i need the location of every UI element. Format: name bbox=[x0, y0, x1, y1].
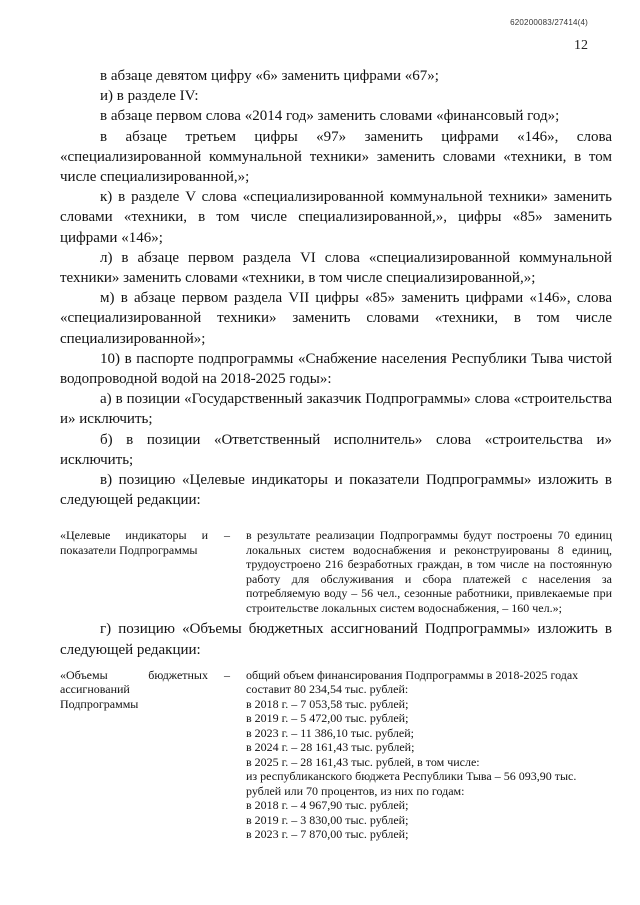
paragraph-11: в) позицию «Целевые индикаторы и показатели Подпрограммы» изложить в следующей редакции: bbox=[60, 472, 612, 509]
table2-dash: – bbox=[224, 667, 230, 682]
table2-left-cell: «Объемы бюджетных ассигнований Подпрограммы bbox=[60, 667, 208, 711]
paragraph-7: м) в абзаце первом раздела VII цифры «85» заменить цифрами «146», слова «специализированной техники» заменить словами «техники, в том числе специализированной»; bbox=[60, 290, 612, 347]
budget-line: в 2023 г. – 7 870,00 тыс. рублей; bbox=[246, 827, 409, 842]
paragraph-10: б) в позиции «Ответственный исполнитель» слова «строительства и» исключить; bbox=[60, 431, 612, 468]
paragraph-9: а) в позиции «Государственный заказчик Подпрограммы» слова «строительства и» исключить; bbox=[60, 391, 612, 428]
paragraph-3: в абзаце первом слова «2014 год» заменить словами «финансовый год»; bbox=[100, 108, 560, 125]
budget-line: в 2019 г. – 3 830,00 тыс. рублей; bbox=[246, 812, 409, 827]
budget-line: в 2025 г. – 28 161,43 тыс. рублей, в том числе: bbox=[246, 754, 480, 769]
table2-right-cell bbox=[246, 668, 612, 842]
budget-line: из республиканского бюджета Республики Тыва – 56 093,90 тыс. рублей или 70 процентов, из них по годам: bbox=[246, 769, 577, 798]
budget-line: в 2018 г. – 7 053,58 тыс. рублей; bbox=[246, 696, 409, 711]
table-row bbox=[60, 528, 612, 615]
budget-line: в 2023 г. – 11 386,10 тыс. рублей; bbox=[246, 725, 414, 740]
paragraph-1: в абзаце девятом цифру «6» заменить цифрами «67»; bbox=[100, 68, 439, 84]
document-id: 620200083/27414(4) bbox=[510, 18, 588, 27]
table1-left-cell: «Целевые индикаторы и показатели Подпрограммы bbox=[60, 528, 208, 557]
budget-line: в 2024 г. – 28 161,43 тыс. рублей; bbox=[246, 740, 415, 755]
page-number: 12 bbox=[574, 38, 588, 53]
budget-line: в 2019 г. – 5 472,00 тыс. рублей; bbox=[246, 711, 409, 726]
table1-dash: – bbox=[224, 528, 230, 543]
paragraph-5: к) в разделе V слова «специализированной коммунальной техники» заменить словами «техники, в том числе специализированной,», цифры «85» заменить цифрами «146»; bbox=[60, 189, 612, 246]
budget-line: общий объем финансирования Подпрограммы в 2018-2025 годах составит 80 234,54 тыс. рублей: bbox=[246, 667, 579, 697]
budget-line: в 2018 г. – 4 967,90 тыс. рублей; bbox=[246, 798, 409, 813]
table1-right-cell: в результате реализации Подпрограммы будут построены 70 единиц локальных систем водоснабжения и реконструированы 8 единиц, трудоустроено 216 безработных граждан, в том числе на постоянную работу для обслуживания и сбора платежей с населения за потребляемую воду – 56 чел., сезонные работники, привлекаемые при строительстве локальных систем водоснабжения, – 160 чел.»; bbox=[246, 528, 612, 615]
document-body bbox=[60, 66, 612, 842]
target-indicators-table bbox=[60, 528, 612, 615]
paragraph-6: л) в абзаце первом раздела VI слова «специализированной коммунальной техники» заменить словами «техники, в том числе специализированной,»; bbox=[60, 249, 612, 287]
paragraph-8: 10) в паспорте подпрограммы «Снабжение населения Республики Тыва чистой водопроводной водой на 2018-2025 годы»: bbox=[60, 350, 612, 388]
paragraph-12: г) позицию «Объемы бюджетных ассигнований Подпрограммы» изложить в следующей редакции: bbox=[60, 621, 612, 658]
budget-allocations-table bbox=[60, 668, 612, 842]
table-row bbox=[60, 668, 612, 842]
paragraph-4: в абзаце третьем цифры «97» заменить цифрами «146», слова «специализированной коммунальной техники» заменить словами «техники, в том числе специализированной,»; bbox=[60, 128, 612, 186]
paragraph-2: и) в разделе IV: bbox=[100, 88, 199, 105]
